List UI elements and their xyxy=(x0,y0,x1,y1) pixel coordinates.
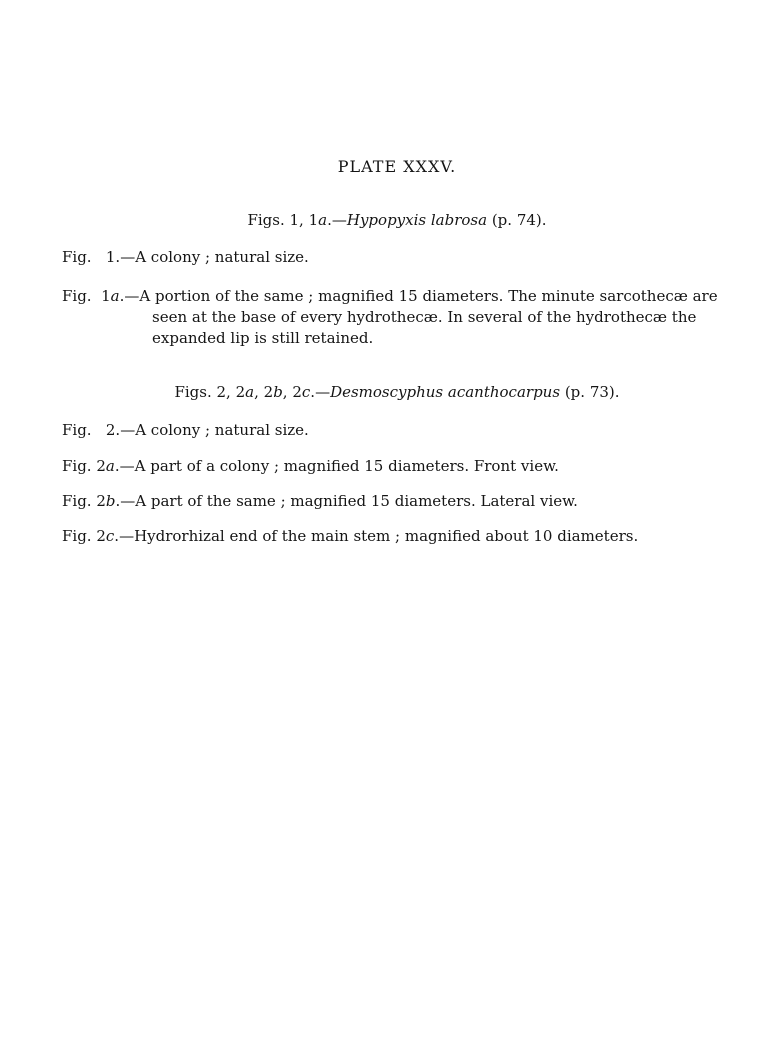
heading-prefix-italic: a xyxy=(318,211,328,229)
fig-number: 1. xyxy=(105,248,121,266)
heading-separator-2: , 2 xyxy=(282,383,302,401)
fig-number-italic: a xyxy=(110,287,120,305)
fig-label: Fig. xyxy=(62,421,92,439)
fig-label: Fig. 2 xyxy=(62,492,106,510)
fig-text-line-2: seen at the base of every hydrothecæ. In several of the hydrothecæ the xyxy=(152,308,697,326)
heading-prefix: Figs. 2, 2 xyxy=(174,383,246,401)
heading-prefix: Figs. 1, 1 xyxy=(247,211,319,229)
fig-number-italic: b xyxy=(105,492,116,510)
fig-text: .—A part of a colony ; magnified 15 diameters. Front view. xyxy=(114,457,559,475)
heading-letter-b: b xyxy=(273,383,283,401)
caption-first-line xyxy=(62,286,726,307)
heading-separator-1: , 2 xyxy=(254,383,274,401)
heading-dash: .— xyxy=(310,383,331,401)
fig-text-line-3: expanded lip is still retained. xyxy=(152,329,374,347)
section-heading-1 xyxy=(0,211,776,229)
fig-label: Fig. 2 xyxy=(62,527,106,545)
page-reference: (p. 74). xyxy=(491,211,547,229)
fig-text: —A colony ; natural size. xyxy=(120,421,309,439)
fig-label: Fig. xyxy=(62,287,92,305)
fig-number-italic: a xyxy=(105,457,115,475)
fig-label: Fig. 2 xyxy=(62,457,106,475)
fig-number-italic: c xyxy=(105,527,115,545)
fig-text-line-1: —A portion of the same ; magnified 15 diameters. The minute sarcothecæ are xyxy=(124,287,718,305)
heading-dash: .— xyxy=(327,211,347,229)
figure-caption-2c xyxy=(62,526,726,547)
fig-number: 2. xyxy=(105,421,121,439)
fig-label: Fig. xyxy=(62,248,92,266)
fig-text: .—Hydrorhizal end of the main stem ; magnified about 10 diameters. xyxy=(114,527,639,545)
fig-number: 1 xyxy=(101,287,111,305)
figure-caption-2b xyxy=(62,491,726,512)
fig-number-suffix: . xyxy=(119,287,125,305)
figure-caption-2 xyxy=(62,420,726,441)
page-reference: (p. 73). xyxy=(564,383,620,401)
fig-text: —A colony ; natural size. xyxy=(120,248,309,266)
species-name: Desmoscyphus acanthocarpus xyxy=(330,383,561,401)
fig-text: .—A part of the same ; magnified 15 diameters. Lateral view. xyxy=(115,492,578,510)
section-heading-2 xyxy=(0,383,776,401)
heading-letter-c: c xyxy=(301,383,311,401)
figure-caption-1 xyxy=(62,247,726,268)
heading-letter-a: a xyxy=(245,383,255,401)
plate-title: PLATE XXXV. xyxy=(337,157,457,176)
figure-caption-1a xyxy=(62,286,726,349)
figure-caption-2a xyxy=(62,456,726,477)
species-name: Hypopyxis labrosa xyxy=(346,211,488,229)
